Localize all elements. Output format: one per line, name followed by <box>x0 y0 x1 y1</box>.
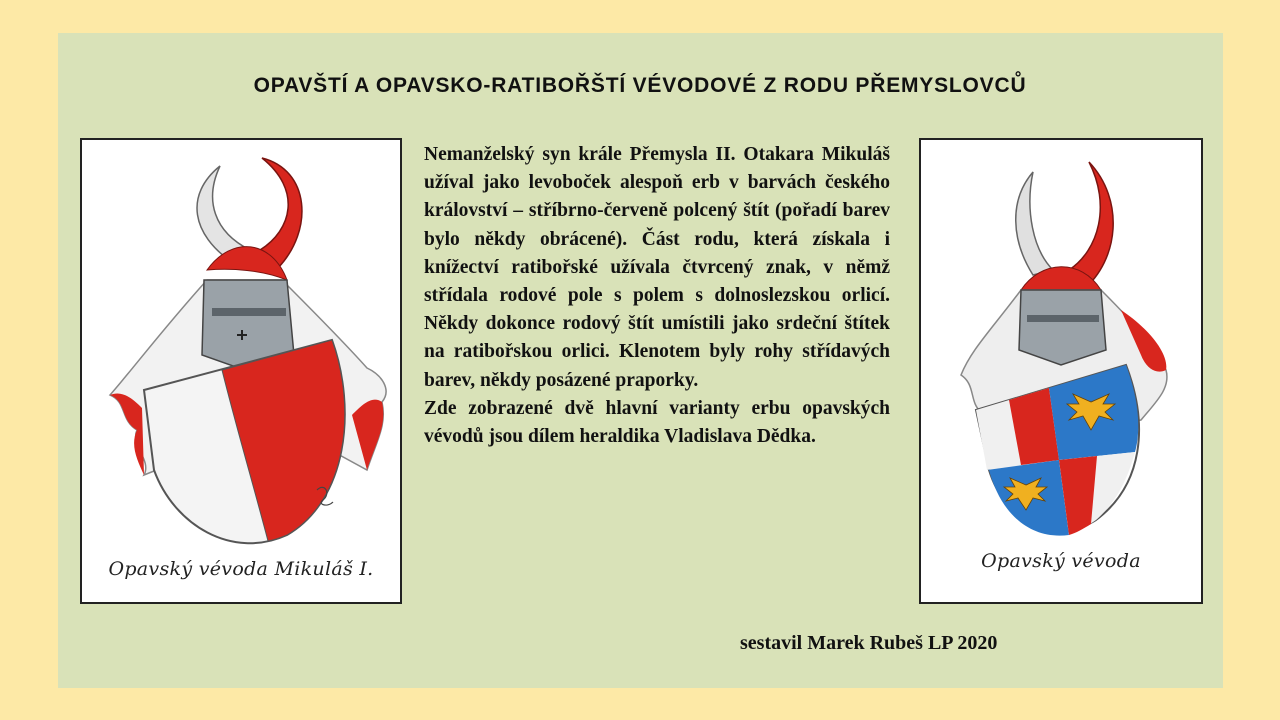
silver-horn <box>1016 172 1053 275</box>
paragraph: Zde zobrazené dvě hlavní varianty erbu opavských vévodů jsou dílem heraldika Vladislava Dědka. <box>424 397 890 448</box>
helmet <box>1019 290 1106 365</box>
red-horn <box>260 158 302 268</box>
paragraph: Nemanželský syn krále Přemysla II. Otakara Mikuláš užíval jako levoboček alespoň erb v barvách českého království – stříbrno-červeně polcený štít (pořadí barev bylo někdy obrácené). Část rodu, která získala i knížectví ratibořské užívala čtvrcený znak, v němž střídala rodové pole s polem s dolnoslezskou orlicí. Někdy dokonce rodový štít umístili jako srdeční štítek na ratibořskou orlici. Klenotem byly rohy střídavých barev, někdy posázené praporky. <box>424 144 890 391</box>
caption-mikulas: Opavský vévoda Mikuláš I. <box>108 558 374 580</box>
coat-of-arms-card-mikulas <box>80 138 402 604</box>
page-title: OPAVŠTÍ A OPAVSKO-RATIBOŘŠTÍ VÉVODOVÉ Z RODU PŘEMYSLOVCŮ <box>253 74 1027 97</box>
author-credit: sestavil Marek Rubeš LP 2020 <box>740 632 998 654</box>
description-text <box>424 141 890 451</box>
coat-of-arms-card-duke <box>919 138 1203 604</box>
mantling-red-lining <box>110 393 144 475</box>
coat-of-arms-mikulas-image <box>82 140 402 604</box>
coat-of-arms-quartered-image <box>921 140 1203 604</box>
caption-duke: Opavský vévoda <box>981 550 1141 572</box>
